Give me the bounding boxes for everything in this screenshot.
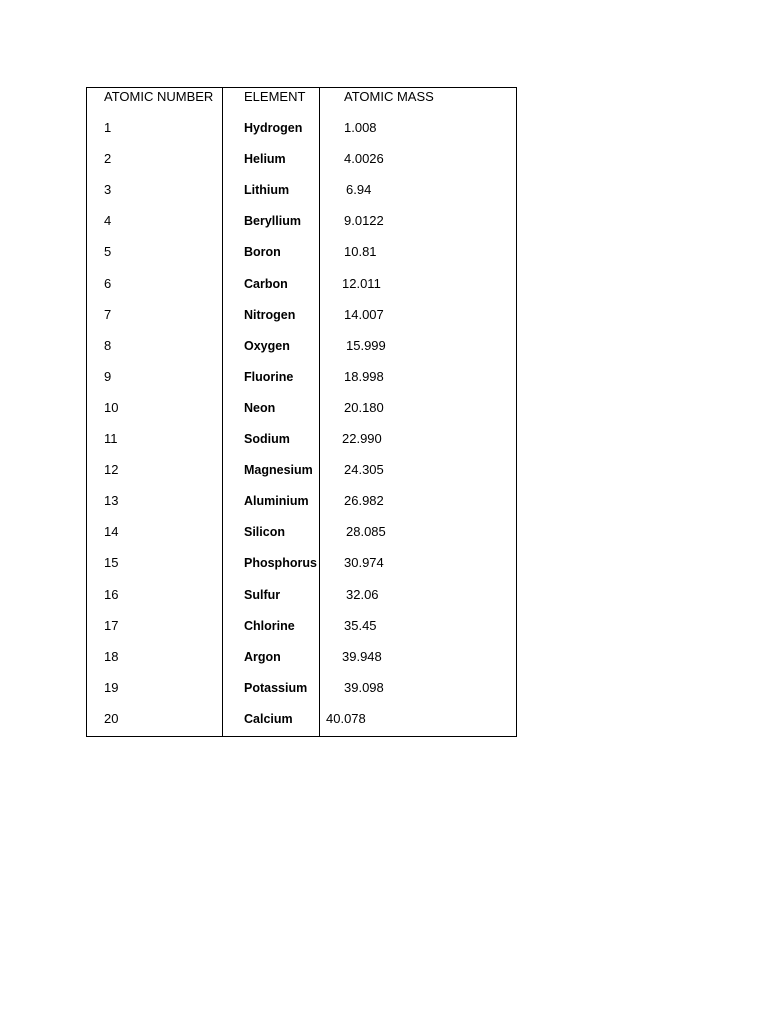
- atomic-number-cell: 5: [104, 244, 112, 259]
- atomic-mass-cell: 40.078: [326, 711, 366, 726]
- atomic-number-cell: 15: [104, 555, 119, 570]
- atomic-mass-cell: 39.948: [342, 649, 382, 664]
- element-name-cell: Aluminium: [244, 494, 309, 508]
- header-atomic-number: ATOMIC NUMBER: [104, 89, 214, 104]
- atomic-number-cell: 18: [104, 649, 119, 664]
- element-name-cell: Neon: [244, 401, 276, 415]
- element-name-cell: Nitrogen: [244, 308, 296, 322]
- atomic-number-cell: 3: [104, 182, 112, 197]
- atomic-number-cell: 4: [104, 213, 112, 228]
- atomic-mass-cell: 20.180: [344, 400, 384, 415]
- atomic-mass-cell: 28.085: [346, 524, 386, 539]
- atomic-number-cell: 8: [104, 338, 112, 353]
- atomic-mass-cell: 12.011: [342, 276, 381, 291]
- element-name-cell: Magnesium: [244, 463, 313, 477]
- atomic-number-cell: 14: [104, 524, 119, 539]
- element-name-cell: Beryllium: [244, 214, 301, 228]
- atomic-number-cell: 16: [104, 587, 119, 602]
- atomic-number-cell: 7: [104, 307, 112, 322]
- atomic-mass-cell: 4.0026: [344, 151, 384, 166]
- element-name-cell: Hydrogen: [244, 121, 303, 135]
- element-name-cell: Sulfur: [244, 588, 281, 602]
- atomic-mass-cell: 39.098: [344, 680, 384, 695]
- atomic-mass-cell: 14.007: [344, 307, 384, 322]
- header-element: ELEMENT: [244, 89, 306, 104]
- column-divider: [319, 88, 320, 736]
- atomic-mass-cell: 6.94: [346, 182, 372, 197]
- atomic-mass-cell: 9.0122: [344, 213, 384, 228]
- element-name-cell: Boron: [244, 245, 281, 259]
- atomic-mass-cell: 24.305: [344, 462, 384, 477]
- element-name-cell: Carbon: [244, 277, 288, 291]
- element-name-cell: Phosphorus: [244, 556, 317, 570]
- column-divider: [222, 88, 223, 736]
- atomic-mass-cell: 15.999: [346, 338, 386, 353]
- atomic-mass-cell: 18.998: [344, 369, 384, 384]
- atomic-number-cell: 9: [104, 369, 112, 384]
- element-name-cell: Calcium: [244, 712, 293, 726]
- element-name-cell: Lithium: [244, 183, 290, 197]
- element-name-cell: Potassium: [244, 681, 308, 695]
- atomic-mass-cell: 35.45: [344, 618, 377, 633]
- atomic-number-cell: 20: [104, 711, 119, 726]
- atomic-number-cell: 13: [104, 493, 119, 508]
- element-name-cell: Helium: [244, 152, 286, 166]
- atomic-number-cell: 10: [104, 400, 119, 415]
- element-name-cell: Silicon: [244, 525, 285, 539]
- atomic-mass-cell: 10.81: [344, 244, 377, 259]
- element-name-cell: Chlorine: [244, 619, 295, 633]
- element-name-cell: Oxygen: [244, 339, 290, 353]
- atomic-number-cell: 1: [104, 120, 112, 135]
- atomic-mass-cell: 22.990: [342, 431, 382, 446]
- atomic-number-cell: 12: [104, 462, 119, 477]
- element-name-cell: Sodium: [244, 432, 290, 446]
- atomic-number-cell: 6: [104, 276, 112, 291]
- element-name-cell: Argon: [244, 650, 281, 664]
- atomic-number-cell: 2: [104, 151, 112, 166]
- atomic-number-cell: 17: [104, 618, 119, 633]
- atomic-number-cell: 11: [104, 431, 118, 446]
- periodic-elements-table: [86, 87, 517, 737]
- header-atomic-mass: ATOMIC MASS: [344, 89, 434, 104]
- atomic-mass-cell: 1.008: [344, 120, 377, 135]
- atomic-mass-cell: 32.06: [346, 587, 379, 602]
- atomic-number-cell: 19: [104, 680, 119, 695]
- atomic-mass-cell: 30.974: [344, 555, 384, 570]
- element-name-cell: Fluorine: [244, 370, 294, 384]
- atomic-mass-cell: 26.982: [344, 493, 384, 508]
